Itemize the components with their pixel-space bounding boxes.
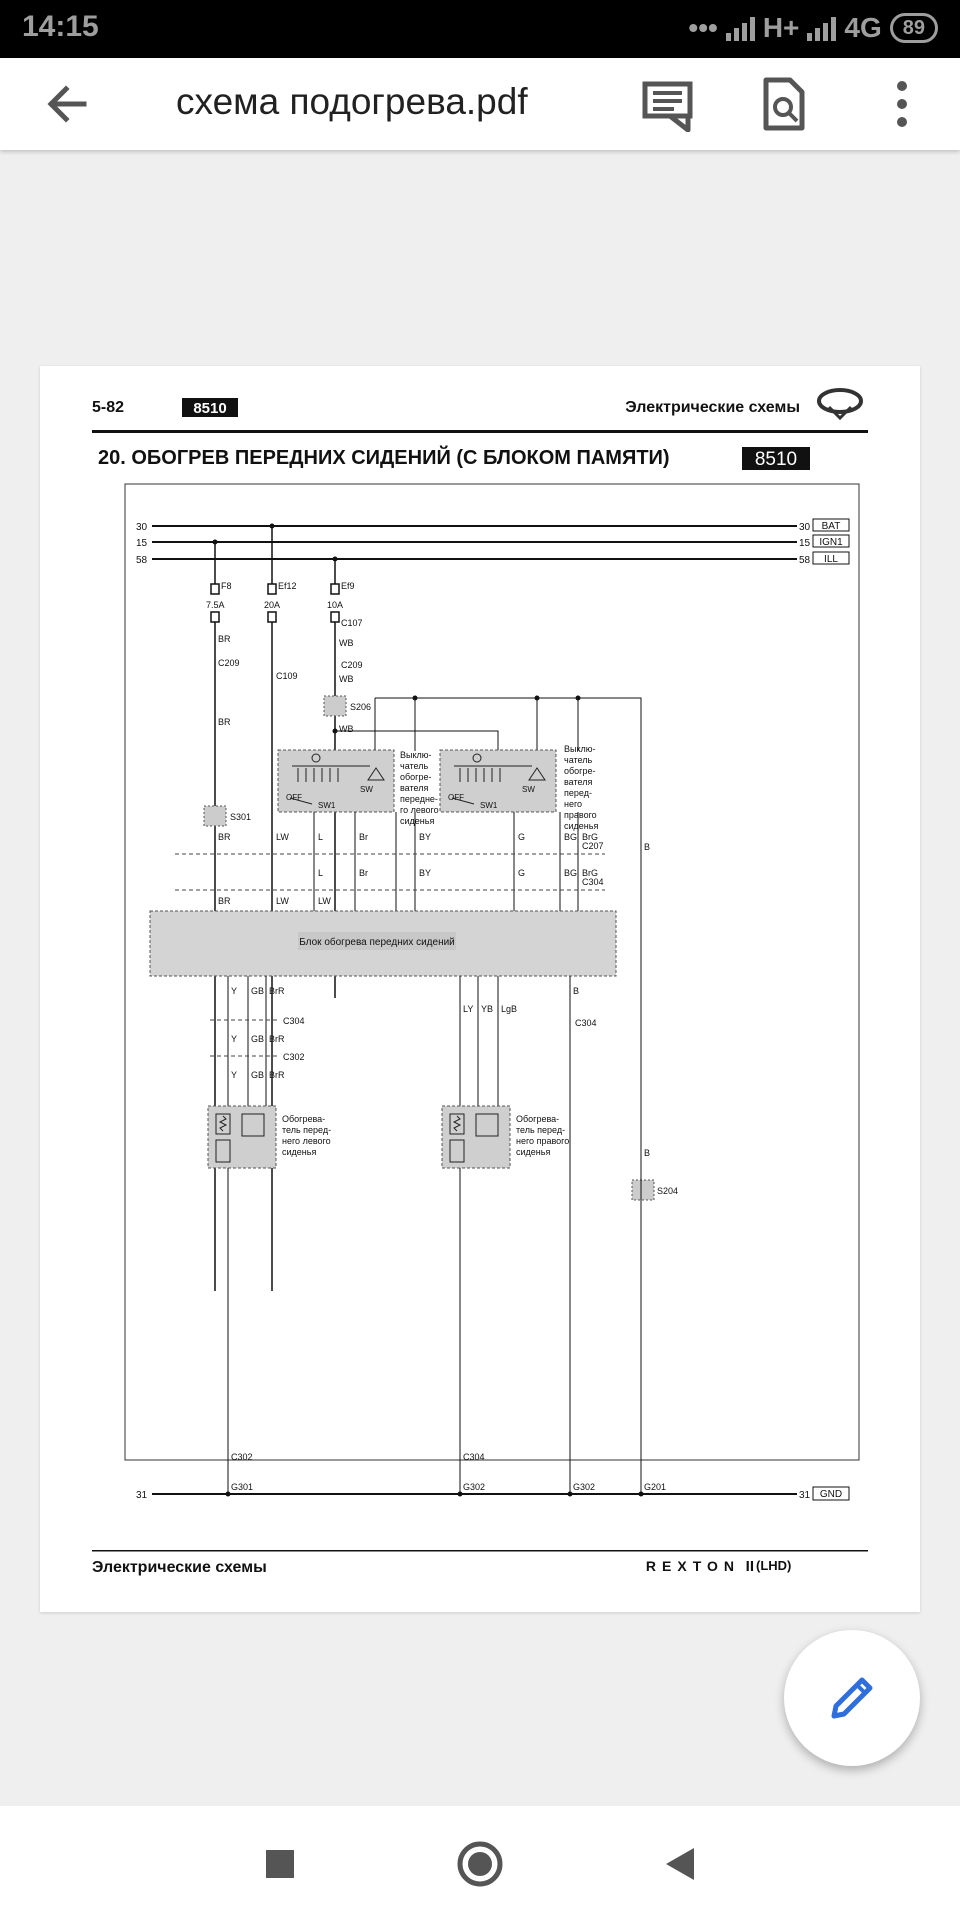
- svg-text:него левого: него левого: [282, 1136, 331, 1146]
- module-output-wires: [228, 976, 570, 1494]
- junction-dot: [226, 1492, 231, 1497]
- switch-pin-label: SW: [522, 785, 535, 794]
- connector-label: C109: [276, 671, 298, 681]
- diagram-title: 20. ОБОГРЕВ ПЕРЕДНИХ СИДЕНИЙ (С БЛОКОМ ПАМЯТИ): [98, 447, 670, 469]
- junction-dot: [333, 557, 338, 562]
- svg-text:B: B: [644, 1148, 651, 1158]
- switch-output-wires: [314, 812, 578, 911]
- svg-text:G201: G201: [644, 1482, 667, 1492]
- footer-rule: [92, 1550, 868, 1552]
- svg-text:сиденья: сиденья: [564, 821, 599, 831]
- svg-text:G302: G302: [463, 1482, 486, 1492]
- svg-text:Y: Y: [231, 986, 238, 996]
- svg-text:C302: C302: [231, 1452, 253, 1462]
- junction-dot: [639, 1492, 644, 1497]
- fuse-rating: 10A: [327, 600, 344, 610]
- rail-num: 15: [136, 538, 148, 549]
- connector-label: C209: [218, 658, 240, 668]
- connector-label: C107: [341, 618, 363, 628]
- svg-text:обогре-: обогре-: [400, 772, 432, 782]
- rail-label: BAT: [821, 521, 841, 532]
- junction-dot: [568, 1492, 573, 1497]
- svg-text:BrG: BrG: [582, 832, 599, 842]
- footer-brand: REXTON: [645, 1558, 740, 1574]
- svg-text:сиденья: сиденья: [516, 1147, 551, 1157]
- wire-color-label: WB: [339, 724, 354, 734]
- junction-dot: [413, 696, 418, 701]
- right-heater-label: [516, 1114, 569, 1157]
- svg-text:тель перед-: тель перед-: [516, 1125, 566, 1135]
- wire-color-label: WB: [339, 638, 354, 648]
- svg-text:BG: BG: [564, 832, 578, 842]
- left-switch-label: [400, 750, 439, 826]
- rail-num: 31: [799, 1490, 811, 1501]
- connector-label: C304: [582, 877, 604, 887]
- ground-wires: [228, 1168, 460, 1494]
- signal-icon: [726, 15, 755, 41]
- header-rule: [92, 430, 868, 433]
- svg-text:B: B: [573, 986, 580, 996]
- recents-square-icon[interactable]: [252, 1836, 308, 1892]
- svg-text:BrR: BrR: [269, 1070, 285, 1080]
- svg-text:BG: BG: [564, 868, 578, 878]
- wire-color-label: BR: [218, 634, 231, 644]
- wire-color-label: WB: [339, 674, 354, 684]
- svg-text:передне-: передне-: [400, 794, 438, 804]
- right-switch-label: [564, 744, 598, 831]
- svg-text:него правого: него правого: [516, 1136, 570, 1146]
- connector-label: C304: [283, 1016, 305, 1026]
- connector-label: C209: [341, 660, 363, 670]
- svg-text:правого: правого: [564, 810, 597, 820]
- svg-text:BrR: BrR: [269, 986, 285, 996]
- svg-text:LW: LW: [318, 896, 331, 906]
- pdf-page: [40, 366, 920, 1612]
- svg-text:GB: GB: [251, 1070, 265, 1080]
- svg-text:B: B: [644, 842, 651, 852]
- comment-icon[interactable]: [640, 76, 696, 132]
- splice-s206: [324, 696, 346, 716]
- section-header: Электрические схемы: [625, 399, 800, 416]
- svg-text:BrG: BrG: [582, 868, 599, 878]
- svg-text:LgB: LgB: [501, 1004, 518, 1014]
- svg-text:сиденья: сиденья: [282, 1147, 317, 1157]
- svg-text:Y: Y: [231, 1070, 238, 1080]
- status-icons: [688, 8, 938, 48]
- wiring-diagram: [40, 366, 920, 1612]
- svg-text:сиденья: сиденья: [400, 816, 435, 826]
- svg-text:L: L: [318, 832, 324, 842]
- connector-label: C304: [575, 1018, 597, 1028]
- module-label: Блок обогрева передних сидений: [299, 937, 455, 948]
- svg-text:BY: BY: [419, 832, 432, 842]
- svg-text:BY: BY: [419, 868, 432, 878]
- home-circle-icon[interactable]: [452, 1836, 508, 1892]
- svg-text:L: L: [318, 868, 324, 878]
- splice-label: S206: [350, 702, 372, 712]
- app-bar: [0, 58, 960, 150]
- splice-s301: [204, 806, 226, 826]
- svg-text:вателя: вателя: [400, 783, 429, 793]
- svg-text:G: G: [518, 868, 526, 878]
- pencil-icon: [824, 1670, 880, 1726]
- junction-dot: [535, 696, 540, 701]
- power-rails: [152, 526, 797, 559]
- left-heater-label: [282, 1114, 331, 1157]
- svg-text:обогре-: обогре-: [564, 766, 596, 776]
- ground-point-labels: [231, 1452, 666, 1492]
- svg-text:перед-: перед-: [564, 788, 592, 798]
- system-nav-bar: [0, 1806, 960, 1920]
- junction-dot: [213, 540, 218, 545]
- fuse-rating: 20A: [264, 600, 281, 610]
- wire-color-label: BR: [218, 832, 231, 842]
- svg-text:G: G: [518, 832, 526, 842]
- wire-color-label: LW: [276, 832, 289, 842]
- switch-pin-label: SW1: [318, 801, 336, 810]
- back-arrow-icon[interactable]: [40, 76, 96, 132]
- svg-text:BR: BR: [218, 896, 231, 906]
- battery-icon: 89: [890, 13, 938, 43]
- svg-text:Выклю-: Выклю-: [564, 744, 596, 754]
- svg-text:YB: YB: [481, 1004, 494, 1014]
- rail-label: IGN1: [819, 537, 843, 548]
- ssangyong-logo-icon: [819, 390, 861, 418]
- connector-label: C302: [283, 1052, 305, 1062]
- wire-color-label: BR: [218, 717, 231, 727]
- switch-pin-label: OFF: [286, 793, 302, 802]
- rail-label: ILL: [824, 554, 838, 565]
- svg-text:LY: LY: [463, 1004, 474, 1014]
- rail-num: 30: [799, 522, 811, 533]
- heater-wire-labels: [231, 986, 579, 1080]
- network-type-2: 4G: [844, 12, 882, 43]
- rail-num: 15: [799, 538, 811, 549]
- status-time: 14:15: [22, 10, 99, 43]
- svg-text:BrR: BrR: [269, 1034, 285, 1044]
- back-triangle-icon[interactable]: [652, 1836, 708, 1892]
- svg-text:Br: Br: [359, 868, 368, 878]
- junction-dot: [270, 524, 275, 529]
- svg-text:тель перед-: тель перед-: [282, 1125, 332, 1135]
- junction-dot: [458, 1492, 463, 1497]
- footer-brand-suffix: II: [745, 1558, 754, 1575]
- fuse-name: F8: [221, 581, 232, 591]
- fuse-name: Ef12: [278, 581, 297, 591]
- connector-label: C207: [582, 841, 604, 851]
- rail-label: GND: [819, 1489, 843, 1500]
- fuse-rating: 7.5A: [206, 600, 225, 610]
- svg-text:C304: C304: [463, 1452, 485, 1462]
- rail-num: 30: [136, 522, 148, 533]
- svg-text:G301: G301: [231, 1482, 254, 1492]
- svg-text:чатель: чатель: [400, 761, 429, 771]
- splice-label: S204: [657, 1186, 679, 1196]
- svg-text:Обогрева-: Обогрева-: [516, 1114, 560, 1124]
- junction-dot: [576, 696, 581, 701]
- svg-text:Br: Br: [359, 832, 368, 842]
- rail-num: 58: [799, 555, 811, 566]
- svg-text:него: него: [564, 799, 583, 809]
- more-vert-icon[interactable]: [874, 76, 930, 132]
- svg-text:Обогрева-: Обогрева-: [282, 1114, 326, 1124]
- svg-text:чатель: чатель: [564, 755, 593, 765]
- search-document-icon[interactable]: [756, 76, 812, 132]
- splice-label: S301: [230, 812, 252, 822]
- title-badge-text: 8510: [754, 449, 798, 470]
- rail-num: 31: [136, 1490, 148, 1501]
- signal-icon: [807, 15, 836, 41]
- left-switch-box: [278, 750, 394, 812]
- svg-text:Выклю-: Выклю-: [400, 750, 432, 760]
- model-badge-text: 8510: [193, 400, 227, 417]
- page-number: 5-82: [92, 399, 125, 416]
- rail-num: 58: [136, 555, 148, 566]
- dots-icon: •••: [688, 12, 718, 43]
- network-type-1: H+: [762, 12, 800, 43]
- document-title: схема подогрева.pdf: [176, 81, 528, 122]
- svg-text:вателя: вателя: [564, 777, 593, 787]
- status-bar: [0, 0, 960, 58]
- footer-variant: (LHD): [756, 1558, 792, 1573]
- svg-text:GB: GB: [251, 1034, 265, 1044]
- switch-pin-label: SW: [360, 785, 373, 794]
- fuse-name: Ef9: [341, 581, 355, 591]
- footer-left: Электрические схемы: [92, 1559, 267, 1576]
- svg-text:G302: G302: [573, 1482, 596, 1492]
- svg-text:LW: LW: [276, 896, 289, 906]
- switch-pin-label: OFF: [448, 793, 464, 802]
- edit-fab-button[interactable]: [784, 1630, 920, 1766]
- splice-s204: [632, 1180, 654, 1200]
- switch-pin-label: SW1: [480, 801, 498, 810]
- junction-dot: [333, 729, 338, 734]
- svg-text:GB: GB: [251, 986, 265, 996]
- svg-text:го левого: го левого: [400, 805, 439, 815]
- svg-text:Y: Y: [231, 1034, 238, 1044]
- right-switch-box: [440, 750, 556, 812]
